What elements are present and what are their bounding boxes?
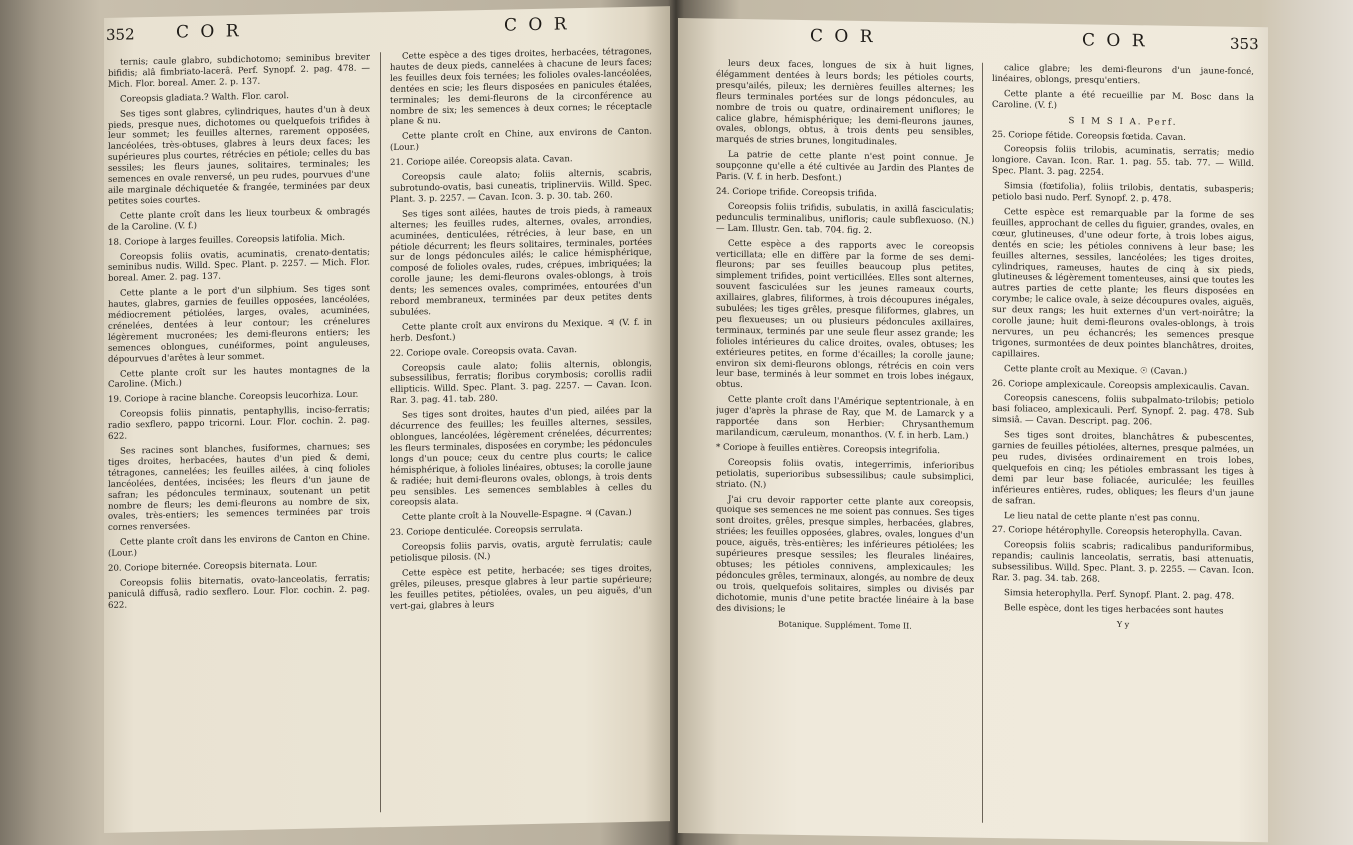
left-header-right: C O R — [504, 14, 570, 36]
right-page — [678, 18, 1268, 842]
paragraph: calice glabre; les demi-fleurons d'un jaune-foncé, linéaires, oblongs, presqu'entiers. — [992, 63, 1254, 87]
paragraph: Cette plante croît dans les lieux tourbeux & ombragés de la Caroline. (V. f.) — [108, 206, 370, 233]
left-running-head — [104, 12, 670, 50]
paragraph: S I M S I A. Perf. — [1068, 115, 1178, 128]
paragraph: Cette plante a été recueillie par M. Bosc dans la Caroline. (V. f.) — [992, 88, 1254, 111]
paragraph: Coreopsis foliis parvis, ovatis, argutè ferrulatis; caule petiolisque pilosis. (N.) — [390, 537, 652, 565]
paragraph: * Coriope à feuilles entières. Coreopsis integrifolia. — [716, 442, 941, 457]
paragraph: 21. Coriope ailée. Coreopsis alata. Cavan. — [390, 154, 573, 169]
paragraph: Cette plante croît à la Nouvelle-Espagne. ♃ (Cavan.) — [402, 508, 632, 524]
paragraph: Coreopsis canescens, foliis subpalmato-trilobis; petiolo basi foliaceo, amplexicauli. Perf. Synopf. 2. pag. 478. Sub simsiâ. — Cavan. Descript. pag. 206. — [992, 393, 1254, 428]
paragraph: Coreopsis foliis ovatis, integerrimis, inferioribus petiolatis, superioribus subsessilibus; caule subsimplici, striato. (N.) — [716, 457, 974, 491]
paragraph: leurs deux faces, longues de six à huit lignes, élégamment dentées à leurs bords; les pétioles courts, presqu'ailés, pileux; les dernières feuilles alternes; les fleurs terminales portées sur de longs pédoncules, au nombre de trois ou quatre, ordinairement uniflores; le calice glabre, hémisphérique; les demi-fleurons jaunes, ovales, oblongs, obtus, à trois dents peu sensibles, marqués de stries brunes, longitudinales. — [716, 58, 974, 148]
paragraph: 18. Coriope à larges feuilles. Coreopsis latifolia. Mich. — [108, 232, 346, 248]
paragraph: Cette plante croît dans l'Amérique septentrionale, à en juger d'après la phrase de Ray, que M. de Lamarck y a rapportée dans son Herbier: Chrysanthemum marilandicum, cæruleum, monanthos. (V. f. in herb. Lam.) — [716, 395, 974, 442]
paragraph: 22. Coriope ovale. Coreopsis ovata. Cavan. — [390, 344, 578, 359]
paragraph: Cette plante a le port d'un silphium. Ses tiges sont hautes, glabres, garnies de feuilles opposées, lancéolées, médiocrement pétiolées, larges, ovales, acuminées, crénelées, dentées à leur contour; les crénelures légèrement mucronées; les demi-fleurons entiers; les semences oblongues, cunéiformes, point anguleuses, dépourvues d'arêtes à leur sommet. — [108, 283, 370, 365]
left-column-1 — [108, 52, 370, 827]
paragraph: Coreopsis foliis ovatis, acuminatis, crenato-dentatis; seminibus nudis. Willd. Spec. Plant. p. 2257. — Mich. Flor. boreal. Amer. 2. pag. 137. — [108, 246, 370, 285]
paragraph: Cette espèce a des rapports avec le coreopsis verticillata; elle en diffère par la forme de ses demi-fleurons; par ses feuilles beaucoup plus petites, simplement trifides, point verticillées. Elles sont alternes, souvent fasciculées sur les jeunes rameaux courts, axillaires, glabres, filiformes, à trois découpures inégales, subulées; les tiges grêles, presque filiformes, glabres, un peu flexueuses; un ou plusieurs pédoncules axillaires, terminaux, terminés par une seule fleur assez grande; les folioles intérieures du calice droites, ovales, obtuses; les extérieures petites, en forme d'écailles; la corolle jaune; environ six demi-fleurons oblongs, rétrécis en coin vers leur base, terminés à leur sommet en trois lobes inégaux, obtus. — [716, 238, 974, 391]
left-column-rule — [380, 52, 381, 812]
paragraph: Coreopsis caule alato; foliis alternis, oblongis, subsessilibus, ferratis; floribus corymbosis; corollis radii ellipticis. Willd. Spec. Plant. 3. pag. 2257. — Cavan. Icon. Rar. 3. pag. 41. tab. 280. — [390, 358, 652, 407]
paragraph: 26. Coriope amplexicaule. Coreopsis amplexicaulis. Cavan. — [992, 378, 1250, 393]
paragraph: Ses tiges sont droites, hautes d'un pied, ailées par la décurrence des feuilles; les feuilles alternes, sessiles, oblongues, lancéolées, légèrement crénelées, décurrentes; les fleurs terminales, disposées en corymbe; les pédoncules longs d'un pouce; ceux du centre plus courts; le calice hémisphérique, à folioles linéaires, obtuses; la corolle jaune & radiée; huit demi-fleurons ovales, oblongs, à trois dents peu sensibles. Les semences semblables à celles du coreopsis alata. — [390, 405, 652, 509]
paragraph: Coreopsis foliis trilobis, acuminatis, serratis; medio longiore. Cavan. Icon. Rar. 1. pag. 55. tab. 77. — Willd. Spec. Plant. 3. pag. 2254. — [992, 144, 1254, 178]
paragraph: Cette plante croît au Mexique. ☉ (Cavan.) — [1004, 363, 1188, 377]
page-footer: Y y — [1116, 619, 1130, 629]
right-column-1 — [716, 59, 974, 833]
paragraph: Le lieu natal de cette plante n'est pas connu. — [1004, 510, 1200, 524]
paragraph: J'ai cru devoir rapporter cette plante aux coreopsis, quoique ses semences ne me soient pas connues. Ses tiges sont droites, grêles, presque simples, herbacées, glabres, striées; les feuilles opposées, glabres, ovales, longues d'un pouce, aiguës, très-entières; les inférieures pétiolées; les supérieures presque sessiles; les fleurales linéaires, obtuses; les pétioles connivens, amplexicaules; les pédoncules grêles, terminaux, alongés, au nombre de deux ou trois, quelquefois solitaires, simples ou divisés par dichotomie, munis d'une petite bractée linéaire à la base des divisions; le — [716, 494, 974, 615]
paragraph: Cette plante croît sur les hautes montagnes de la Caroline. (Mich.) — [108, 363, 370, 391]
paragraph: Cette plante croît dans les environs de Canton en Chine. (Lour.) — [108, 532, 370, 560]
paragraph: Simsia (fœtifolia), foliis trilobis, dentatis, subasperis; petiolo basi nudo. Perf. Synopf. 2. p. 478. — [992, 181, 1254, 205]
left-page-number: 352 — [106, 25, 135, 44]
right-running-head — [678, 24, 1268, 59]
paragraph: Cette espèce a des tiges droites, herbacées, tétragones, hautes de deux pieds, cannelées à chacune de leurs faces; les feuilles deux fois ternées; les folioles ovales-lancéolées, dentées en scie; les fleurs disposées en panicules étalées, terminales; les demi-fleurons de la circonférence au nombre de six; les semences à deux cornes; le réceptacle plane & nu. — [390, 46, 652, 128]
paragraph: ternis; caule glabro, subdichotomo; seminibus breviter bifidis; alâ fimbriato-lacerâ. Perf. Synopf. 2. pag. 478. — Mich. Flor. boreal. Amer. 2. p. 137. — [108, 52, 370, 90]
paragraph: 27. Coriope hétérophylle. Coreopsis heterophylla. Cavan. — [992, 525, 1243, 540]
paragraph: Cette plante croît aux environs du Mexique. ♃ (V. f. in herb. Desfont.) — [390, 317, 652, 344]
paragraph: Coreopsis foliis pinnatis, pentaphyllis, inciso-ferratis; radio sexflero, pappo tricorni. Lour. Flor. cochin. 2. pag. 622. — [108, 404, 370, 443]
paragraph: Cette plante croît en Chine, aux environs de Canton. (Lour.) — [390, 126, 652, 154]
right-column-2 — [992, 63, 1254, 837]
paragraph: Cette espèce est petite, herbacée; ses tiges droites, grêles, pileuses, presque glabres à leur partie supérieure; les feuilles petites, pétiolées, ovales, un peu aiguës, d'un vert-gai, glabres à leurs — [390, 563, 652, 612]
page-footer: Botanique. Supplément. Tome II. — [778, 619, 912, 631]
paragraph: Coreopsis caule alato; foliis alternis, scabris, subrotundo-ovatis, basi cuneatis, triplinerviis. Willd. Spec. Plant. 3. p. 2257. — Cavan. Icon. 3. p. 30. tab. 260. — [390, 167, 652, 205]
paragraph: Cette espèce est remarquable par la forme de ses feuilles, approchant de celles du figuier, grandes, ovales, en cœur, glutineuses, d'une odeur forte, à trois lobes aigus, dentés en scie; les pétioles connivens à leur base; les feuilles alternes, sessiles, lancéolées; les tiges droites, cylindriques, rameuses, hautes de cinq à six pieds, glutineuses & légèrement tomenteuses, ainsi que toutes les autres parties de cette plante; les fleurs disposées en corymbe; le calice ovale, à seize découpures ovales, aiguës, sur deux rangs; les huit externes d'un vert-noirâtre; la corolle jaune; huit demi-fleurons ovales-oblongs, à trois nervures, un peu échancrés; les semences presque trigones, surmontées de deux pointes blanchâtres, droites, capillaires. — [992, 207, 1254, 360]
paragraph: Belle espèce, dont les tiges herbacées sont hautes — [1004, 602, 1224, 617]
right-header-left: C O R — [810, 26, 876, 48]
paragraph: Coreopsis gladiata.? Walth. Flor. carol. — [120, 90, 289, 105]
paragraph: Ses tiges sont ailées, hautes de trois pieds, à rameaux alternes; les feuilles rudes, alternes, ovales, arrondies, acuminées, denticulées, rétrécies, à leur base, en un pétiole décurrent; les fleurs solitaires, terminales, portées sur de longs pédoncules ailés; le calice hémisphérique, composé de folioles ovales, rudes, crépues, imbriquées; la corolle jaune; les demi-fleurons ovales-oblongs, à trois dents; les semences ovales, comprimées, entourées d'un rebord membraneux, terminées par deux petites dents subulées. — [390, 204, 652, 318]
paragraph: Coreopsis foliis scabris; radicalibus panduriformibus, repandis; caulinis lanceolatis, serratis, basi attenuatis, subsessilibus. Willd. Spec. Plant. 3. p. 2255. — Cavan. Icon. Rar. 3. pag. 34. tab. 268. — [992, 540, 1254, 585]
paragraph: 23. Coriope denticulée. Coreopsis serrulata. — [390, 524, 583, 539]
paragraph: Ses tiges sont droites, blanchâtres & pubescentes, garnies de feuilles pétiolées, alternes, presque palmées, un peu rudes, divisées ordinairement en trois lobes, quelquefois en cinq; les pétioles embrassant les tiges à demi par leur base foliacée, auriculée; les feuilles inférieures entières, rudes, obliques; les fleurs d'un jaune de safran. — [992, 430, 1254, 507]
paragraph: Coreopsis foliis trifidis, subulatis, in axillâ fasciculatis; pedunculis terminalibus, unifloris; caule subflexuoso. (N.) — Lam. Illustr. Gen. tab. 704. fig. 2. — [716, 201, 974, 236]
paragraph: Coreopsis foliis biternatis, ovato-lanceolatis, ferratis; paniculâ diffusâ, radio sexflero. Lour. Flor. cochin. 2. pag. 622. — [108, 573, 370, 611]
paragraph: 19. Coriope à racine blanche. Coreopsis leucorhiza. Lour. — [108, 390, 359, 406]
right-column-rule — [982, 63, 983, 823]
left-column-2 — [390, 47, 652, 822]
paragraph: Simsia heterophylla. Perf. Synopf. Plant. 2. pag. 478. — [1004, 588, 1235, 602]
paragraph: 25. Coriope fétide. Coreopsis fœtida. Cavan. — [992, 129, 1186, 143]
right-header-right: C O R — [1082, 30, 1148, 52]
paragraph: Ses racines sont blanches, fusiformes, charnues; ses tiges droites, herbacées, hautes d'un pied & demi, tétragones, cannelées; les feuilles ailées, à cinq folioles lancéolées, dentées, incisées; les fleurs d'un jaune de safran; les pédoncules terminaux, soutenant un petit nombre de fleurs; les demi-fleurons au nombre de six, ovales, très-entiers; les semences terminées par trois cornes renversées. — [108, 441, 370, 534]
paragraph: 24. Coriope trifide. Coreopsis trifida. — [716, 186, 877, 200]
paragraph: La patrie de cette plante n'est point connue. Je soupçonne qu'elle a été cultivée au Jardin des Plantes de Paris. (V. f. in herb. Desfont.) — [716, 150, 974, 184]
right-page-number: 353 — [1230, 34, 1259, 54]
paragraph: Ses tiges sont glabres, cylindriques, hautes d'un à deux pieds, presque nues, dichotomes ou quelquefois trifides à leur sommet; les feuilles alternes, rarement opposées, lancéolées, très-obtuses, glabres à leurs deux faces; les supérieures plus courtes, rétrécies en pétiole; celles du bas sessiles; les fleurs jaunes, solitaires, terminales; les semences en ovale renversé, un peu rudes, pourvues d'une aile marginale déchiquetée & frangée, terminées par deux petites soies courtes. — [108, 104, 370, 207]
left-header-left: C O R — [176, 21, 242, 43]
left-page — [104, 6, 670, 833]
paragraph: 20. Coriope biternée. Coreopsis biternata. Lour. — [108, 559, 318, 574]
